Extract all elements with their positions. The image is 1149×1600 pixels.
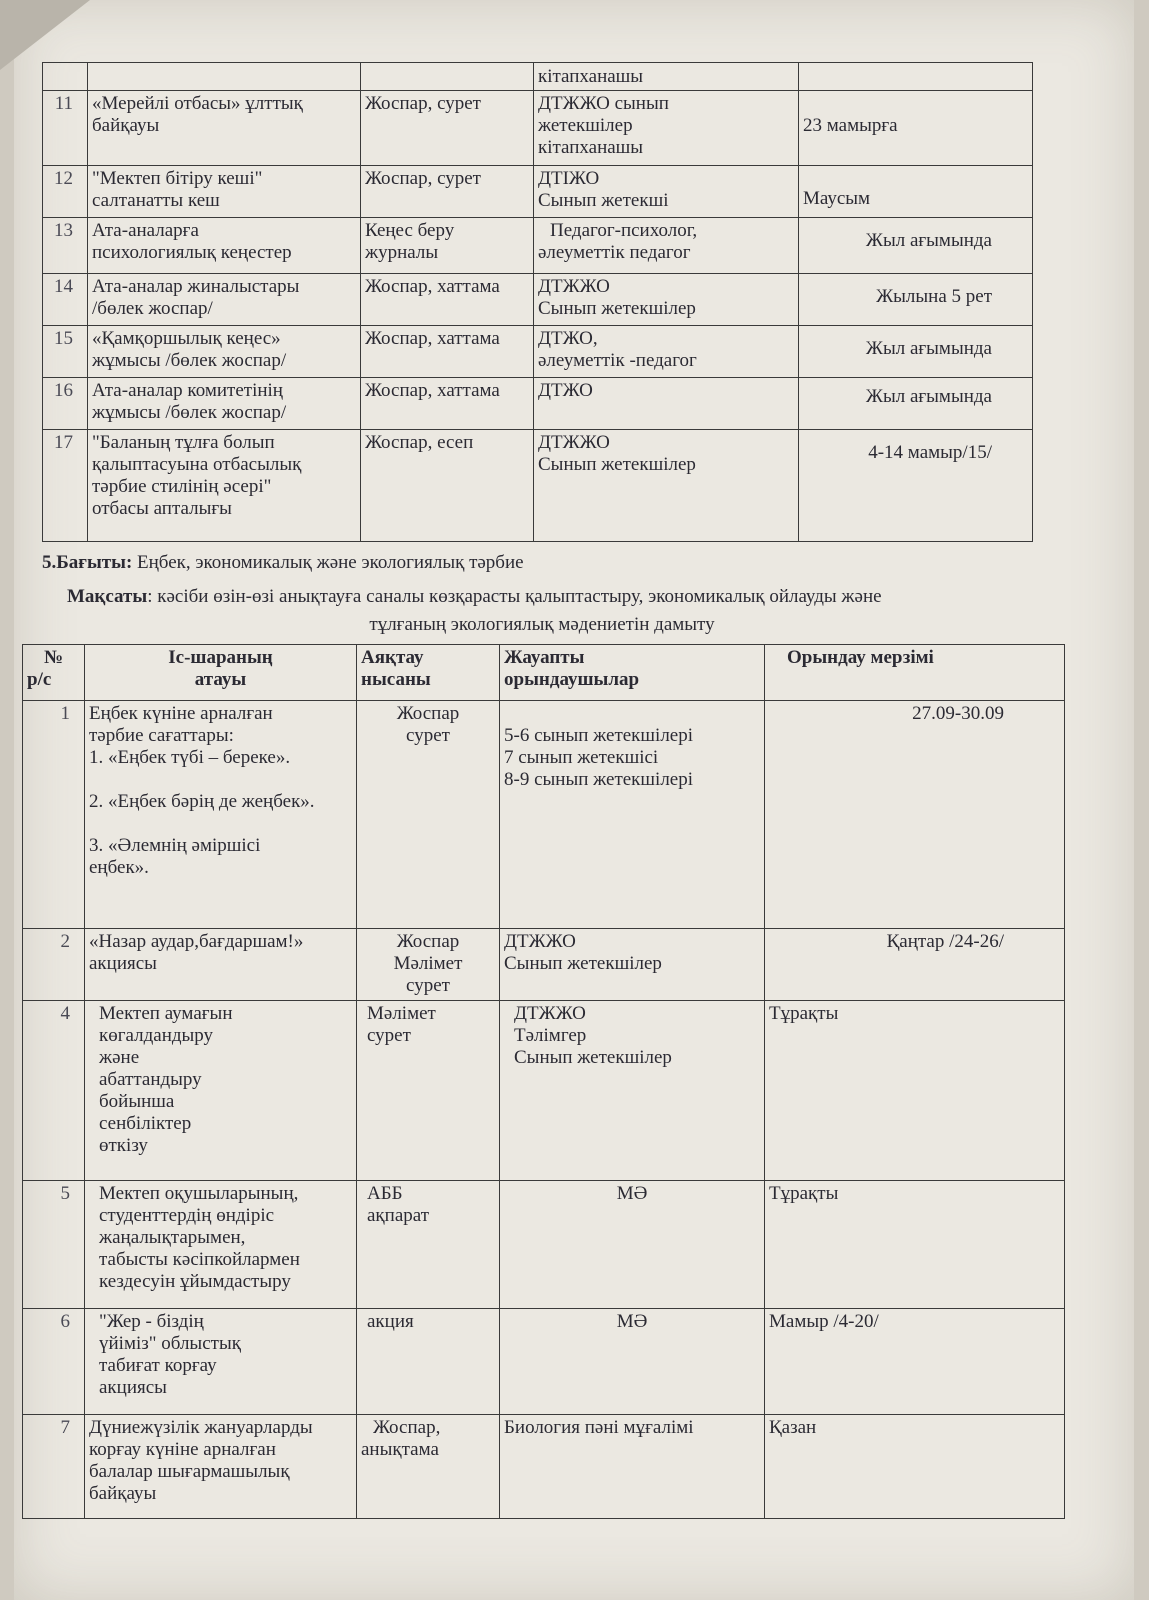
event-cell: Еңбек күніне арналған тәрбие сағаттары: 1. «Еңбек түбі – береке». 2. «Еңбек бәрің де жеңбек». 3. «Әлемнің әміршісі еңбек». [85,701,357,929]
row-number: 13 [43,218,88,274]
event-cell: "Мектеп бітіру кеші" салтанатты кеш [88,166,361,218]
table-header-row [23,645,1065,701]
event-cell: «Назар аудар,бағдаршам!» акциясы [85,929,357,1001]
row-number: 2 [23,929,85,1001]
section-direction-label: 5.Бағыты: [42,552,133,573]
table-row [43,274,1033,326]
deadline-cell: Жыл ағымында [799,218,1033,274]
event-cell: Мектеп оқушыларының, студенттердің өндіріс жаңалықтарымен, табысты кәсіпкойлармен кездесуін ұйымдастыру [85,1181,357,1309]
form-cell: Жоспар, анықтама [357,1415,500,1519]
responsible-cell: ДТІЖО Сынып жетекші [534,166,799,218]
form-cell: акция [357,1309,500,1415]
form-cell: Жоспар Мәлімет сурет [357,929,500,1001]
responsible-cell: ДТЖЖО Сынып жетекшілер [534,274,799,326]
table-row [43,218,1033,274]
form-cell: Мәлімет сурет [357,1001,500,1181]
section-aim-text: : кәсіби өзін-өзі анықтауға саналы көзқарасты қалыптастыру, экономикалық ойлауды және [147,586,882,607]
event-cell: Мектеп аумағын көгалдандыру және абаттандыру бойынша сенбіліктер өткізу [85,1001,357,1181]
table-row [23,929,1065,1001]
deadline-cell: Тұрақты [765,1001,1065,1181]
form-cell: Жоспар, есеп [361,430,534,542]
row-number: 17 [43,430,88,542]
event-cell: «Қамқоршылық кеңес» жұмысы /бөлек жоспар/ [88,326,361,378]
event-cell: "Жер - біздің үйіміз" облыстық табиғат корғау акциясы [85,1309,357,1415]
event-cell: "Баланың тұлға болып қалыптасуына отбасылық тәрбие стилінің әсері" отбасы апталығы [88,430,361,542]
responsible-cell: ДТЖЖО Сынып жетекшілер [500,929,765,1001]
header-event-name: Іс-шараның атауы [85,645,357,701]
responsible-cell: ДТЖЖО Тәлімгер Сынып жетекшілер [500,1001,765,1181]
deadline-cell: Қазан [765,1415,1065,1519]
responsible-cell: ДТЖЖО сынып жетекшілер кітапханашы [534,91,799,166]
form-cell: Жоспар, хаттама [361,378,534,430]
table-row [43,430,1033,542]
header-number: № р/с [23,645,85,701]
row-number: 14 [43,274,88,326]
row-number: 4 [23,1001,85,1181]
table-row [43,63,1033,91]
section-aim-text-continued: тұлғаның экологиялық мәдениетін дамыту [369,614,715,635]
event-cell: Ата-аналар комитетінің жұмысы /бөлек жоспар/ [88,378,361,430]
page-corner-fold [0,0,90,70]
responsible-cell: МӘ [500,1181,765,1309]
responsible-cell: Биология пәні мұғалімі [500,1415,765,1519]
event-cell: «Мерейлі отбасы» ұлттық байқауы [88,91,361,166]
deadline-cell: Қаңтар /24-26/ [765,929,1065,1001]
header-responsible: Жауапты орындаушылар [500,645,765,701]
form-cell: Жоспар, хаттама [361,326,534,378]
form-cell: Жоспар, сурет [361,166,534,218]
deadline-cell: 23 мамырға [799,91,1033,166]
event-cell: Ата-аналарға психологиялық кеңестер [88,218,361,274]
row-number: 7 [23,1415,85,1519]
table-row [43,91,1033,166]
form-cell: Кеңес беру журналы [361,218,534,274]
table-row [23,1181,1065,1309]
row-number: 1 [23,701,85,929]
deadline-cell: Жылына 5 рет [799,274,1033,326]
row-number: 6 [23,1309,85,1415]
row-number: 5 [23,1181,85,1309]
row-number: 15 [43,326,88,378]
responsible-cell: кітапханашы [534,63,799,91]
table-row [43,166,1033,218]
form-cell: Жоспар, хаттама [361,274,534,326]
table-row [23,1001,1065,1181]
section-aim-label: Мақсаты [67,586,148,607]
table-row [43,378,1033,430]
responsible-cell: ДТЖЖО Сынып жетекшілер [534,430,799,542]
responsible-cell: МӘ [500,1309,765,1415]
table-row [23,1415,1065,1519]
row-number: 11 [43,91,88,166]
deadline-cell: Жыл ағымында [799,378,1033,430]
form-cell: Жоспар сурет [357,701,500,929]
deadline-cell: Маусым [799,166,1033,218]
responsible-cell: ДТЖО [534,378,799,430]
form-cell: АББ ақпарат [357,1181,500,1309]
deadline-cell: 27.09-30.09 [765,701,1065,929]
top-events-table [42,62,1033,542]
row-number: 12 [43,166,88,218]
section-heading [22,552,1062,636]
deadline-cell: 4-14 мамыр/15/ [799,430,1033,542]
deadline-cell: Жыл ағымында [799,326,1033,378]
responsible-cell: 5-6 сынып жетекшілері 7 сынып жетекшісі 8-9 сынып жетекшілері [500,701,765,929]
form-cell: Жоспар, сурет [361,91,534,166]
table-row [23,1309,1065,1415]
event-cell: Дүниежүзілік жануарларды корғау күніне арналған балалар шығармашылық байқауы [85,1415,357,1519]
deadline-cell: Тұрақты [765,1181,1065,1309]
deadline-cell: Мамыр /4-20/ [765,1309,1065,1415]
table-row [23,701,1065,929]
table-row [43,326,1033,378]
labor-education-table [22,644,1065,1519]
event-cell: Ата-аналар жиналыстары /бөлек жоспар/ [88,274,361,326]
responsible-cell: ДТЖО, әлеуметтік -педагог [534,326,799,378]
responsible-cell: Педагог-психолог, әлеуметтік педагог [534,218,799,274]
header-deadline: Орындау мерзімі [765,645,1065,701]
row-number: 16 [43,378,88,430]
section-direction-text: Еңбек, экономикалық және экологиялық тәрбие [132,552,524,573]
header-completion-form: Аяқтау нысаны [357,645,500,701]
